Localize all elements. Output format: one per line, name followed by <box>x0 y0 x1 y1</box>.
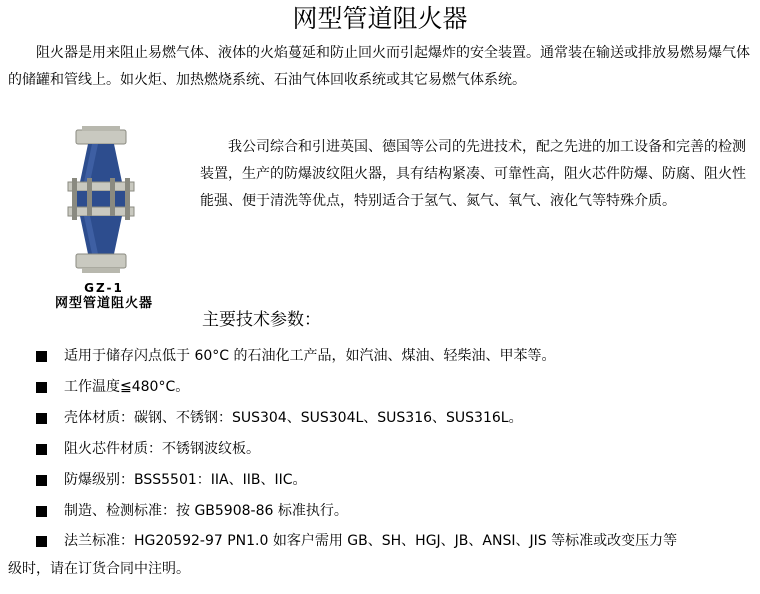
list-item <box>8 527 754 583</box>
page-title: 网型管道阻火器 <box>292 4 468 33</box>
square-bullet-icon <box>36 444 47 455</box>
param-text-continued: 级时，请在订货合同中注明。 <box>8 561 190 577</box>
flame-arrester-image <box>30 126 178 278</box>
param-text: 制造、检测标准：按 GB5908-86 标准执行。 <box>64 503 348 519</box>
list-item <box>8 341 754 372</box>
list-item <box>8 465 754 496</box>
param-text: 壳体材质：碳钢、不锈钢：SUS304、SUS304L、SUS316、SUS316L。 <box>64 410 523 426</box>
list-item <box>8 403 754 434</box>
figure-model-caption: GZ-1 <box>84 281 124 295</box>
params-list <box>8 341 754 583</box>
params-heading: 主要技术参数： <box>202 310 321 330</box>
intro-paragraph: 阻火器是用来阻止易燃气体、液体的火焰蔓延和防止回火而引起爆炸的安全装置。通常装在输送或排放易燃易爆气体的储罐和管线上。如火炬、加热燃烧系统、石油气体回收系统或其它易燃气体系统。 <box>8 45 750 88</box>
description-paragraph: 我公司综合和引进英国、德国等公司的先进技术，配之先进的加工设备和完善的检测装置，生产的防爆波纹阻火器，具有结构紧凑、可靠性高，阻火芯件防爆、防腐、阻火性能强、便于清洗等优点，特别适合于氢气、氮气、氧气、液化气等特殊介质。 <box>200 139 746 209</box>
param-text: 阻火芯件材质：不锈钢波纹板。 <box>64 441 260 457</box>
param-text: 适用于储存闪点低于 60°C 的石油化工产品，如汽油、煤油、轻柴油、甲苯等。 <box>64 348 556 364</box>
figure-name-caption: 网型管道阻火器 <box>54 296 153 311</box>
square-bullet-icon <box>36 382 47 393</box>
param-text: 工作温度≦480°C。 <box>64 379 190 395</box>
param-text: 法兰标准：HG20592-97 PN1.0 如客户需用 GB、SH、HGJ、JB、ANSI、JIS 等标准或改变压力等 <box>64 533 678 549</box>
param-text: 防爆级别：BSS5501：IIA、IIB、IIC。 <box>64 472 307 488</box>
square-bullet-icon <box>36 536 47 547</box>
list-item <box>8 434 754 465</box>
list-item <box>8 496 754 527</box>
square-bullet-icon <box>36 351 47 362</box>
list-item <box>8 372 754 403</box>
square-bullet-icon <box>36 413 47 424</box>
square-bullet-icon <box>36 475 47 486</box>
product-figure <box>30 126 178 316</box>
square-bullet-icon <box>36 506 47 517</box>
